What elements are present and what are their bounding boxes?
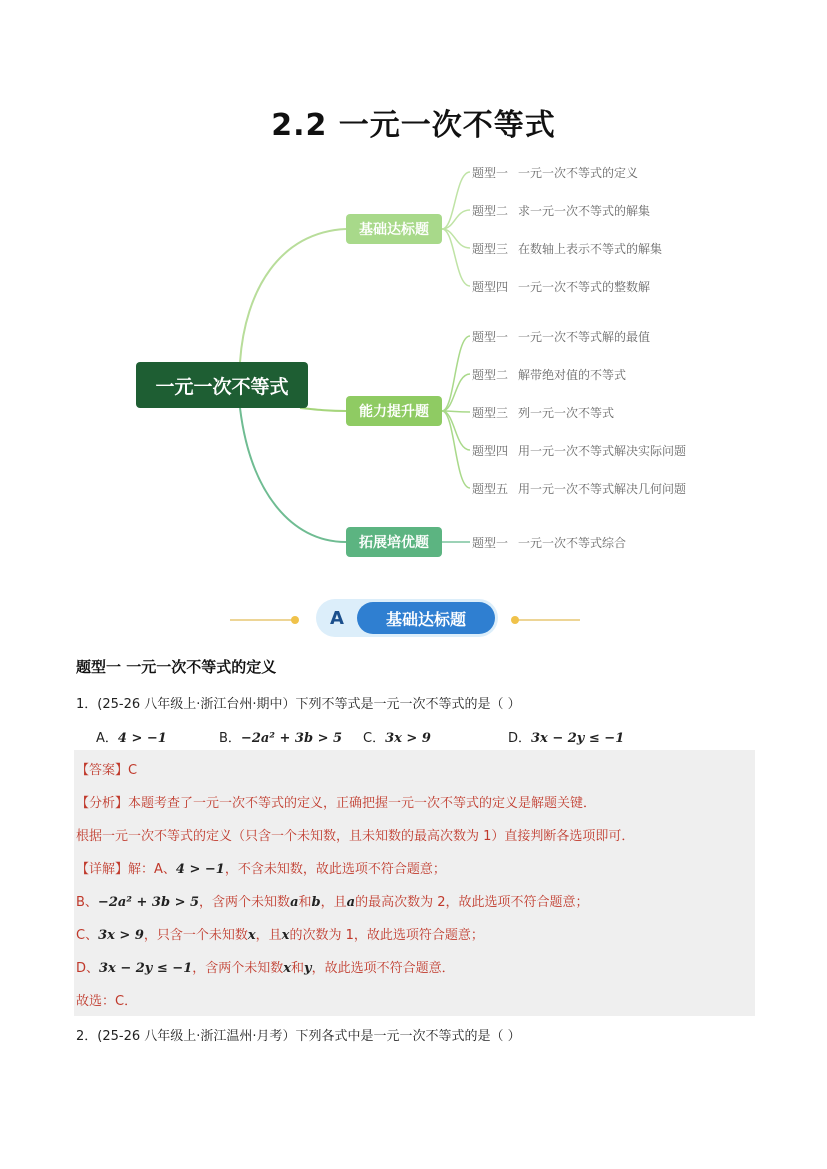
analysis-line-2: 根据一元一次不等式的定义（只含一个未知数，且未知数的最高次数为 1）直接判断各选项即可．: [76, 829, 635, 844]
option-b: B．−2a² + 3b > 5: [219, 731, 343, 746]
answer-box: [74, 750, 755, 1016]
mindmap-leaf: 题型一 一元一次不等式综合: [472, 536, 627, 550]
detail-line-d: D、3x − 2y ≤ −1，含两个未知数x和y，故此选项不符合题意．: [76, 961, 455, 976]
type-heading: 题型一 一元一次不等式的定义: [76, 658, 277, 676]
section-letter: A: [330, 607, 344, 629]
mindmap-branch-extension: 拓展培优题: [346, 527, 442, 557]
option-a: A．4 > −1: [96, 731, 167, 746]
option-c: C．3x > 9: [363, 731, 431, 746]
detail-line-c: C、3x > 9，只含一个未知数x，且x的次数为 1，故此选项符合题意；: [76, 928, 484, 943]
mindmap-leaf: 题型四 用一元一次不等式解决实际问题: [472, 444, 687, 458]
mindmap-leaf: 题型二 求一元一次不等式的解集: [472, 204, 651, 218]
analysis-line-1: 【分析】本题考查了一元一次不等式的定义，正确把握一元一次不等式的定义是解题关键．: [76, 796, 597, 811]
mindmap-leaf: 题型五 用一元一次不等式解决几何问题: [472, 482, 687, 496]
connector-root-b2: [300, 408, 346, 411]
mindmap-leaf: 题型一 一元一次不等式的定义: [472, 166, 639, 180]
section-label: 基础达标题: [357, 602, 495, 634]
option-d: D．3x − 2y ≤ −1: [508, 731, 625, 746]
connector-root-b3: [240, 408, 346, 542]
mindmap-leaf: 题型二 解带绝对值的不等式: [472, 368, 627, 382]
mindmap-branch-advanced: 能力提升题: [346, 396, 442, 426]
mindmap-root: 一元一次不等式: [136, 362, 308, 408]
detail-line-a: 【详解】解：A、4 > −1，不含未知数，故此选项不符合题意；: [76, 862, 446, 877]
answer-line: 【答案】C: [76, 763, 138, 778]
question-1-stem: 1．(25-26 八年级上·浙江台州·期中）下列不等式是一元一次不等式的是（ ）: [76, 697, 521, 712]
connector-b2-l1: [442, 336, 470, 411]
conclusion-line: 故选：C．: [76, 994, 138, 1009]
question-2-stem: 2．(25-26 八年级上·浙江温州·月考）下列各式中是一元一次不等式的是（ ）: [76, 1029, 521, 1044]
mindmap-leaf: 题型三 在数轴上表示不等式的解集: [472, 242, 663, 256]
connector-b1-l4: [442, 229, 470, 286]
connector-root-b1: [240, 229, 346, 362]
page-title: 2.2 一元一次不等式: [271, 108, 556, 143]
connector-b2-l2: [442, 374, 470, 411]
mindmap-leaf: 题型一 一元一次不等式解的最值: [472, 330, 651, 344]
connector-b2-l4: [442, 411, 470, 450]
mindmap-leaf: 题型四 一元一次不等式的整数解: [472, 280, 651, 294]
mindmap-leaf: 题型三 列一元一次不等式: [472, 406, 615, 420]
connector-b1-l1: [442, 172, 470, 229]
detail-line-b: B、−2a² + 3b > 5，含两个未知数a和b，且a的最高次数为 2，故此选项不符合题意；: [76, 895, 589, 910]
mindmap-branch-basic: 基础达标题: [346, 214, 442, 244]
